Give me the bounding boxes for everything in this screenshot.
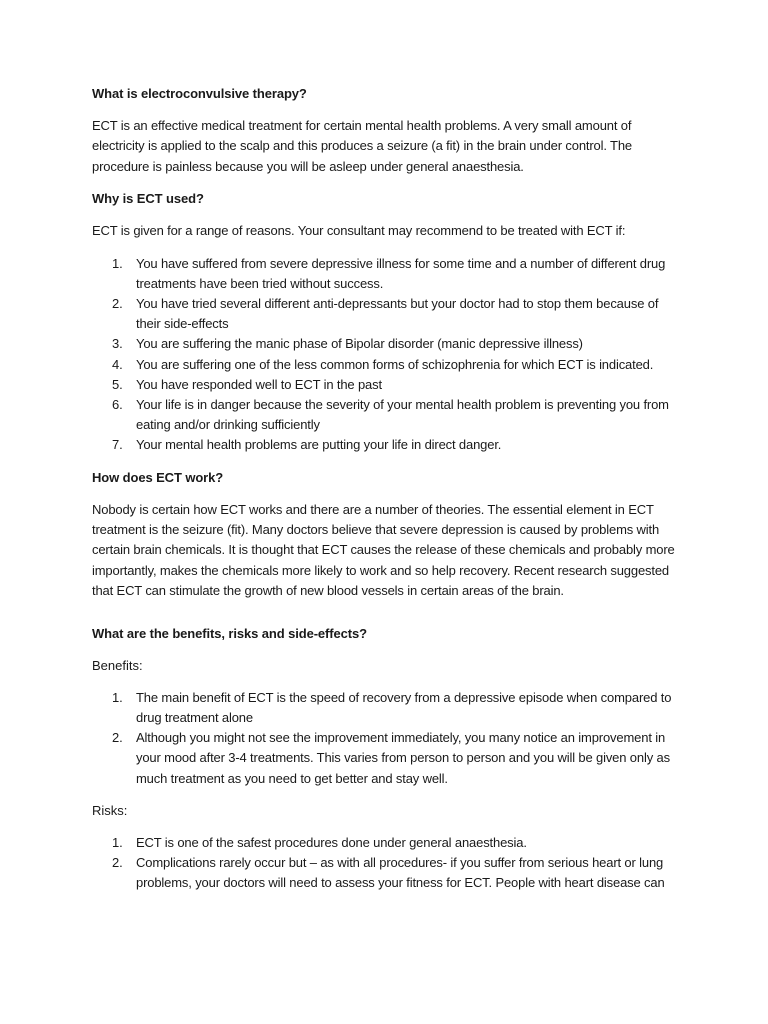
paragraph-why-intro: ECT is given for a range of reasons. Your consultant may recommend to be treated with ECT if:: [92, 223, 626, 239]
document-page: [92, 84, 682, 905]
list-number: 7.: [112, 437, 123, 453]
list-benefits: [92, 688, 682, 789]
paragraph-how-ect-works: Nobody is certain how ECT works and there are a number of theories. The essential element in ECT treatment is the seizure (fit). Many doctors believe that severe depression is caused by problems with certain brain chemicals. It is thought that ECT causes the release of these chemicals and probably more importantly, makes the chemicals more likely to work and so help recovery. Recent research suggested that ECT can stimulate the growth of new blood vessels in certain areas of the brain.: [92, 501, 675, 599]
list-text: Although you might not see the improvement immediately, you many notice an improvement in your mood after 3-4 treatments. This varies from person to person and you will be given only as much treatment as you need to get better and stay well.: [136, 730, 670, 786]
list-number: 5.: [112, 376, 123, 392]
list-number: 2.: [112, 296, 123, 312]
list-text: You are suffering one of the less common forms of schizophrenia for which ECT is indicated.: [136, 356, 654, 372]
list-item: [92, 853, 682, 893]
list-number: 2.: [112, 730, 123, 746]
list-item: [92, 375, 682, 395]
list-text: ECT is one of the safest procedures done under general anaesthesia.: [136, 834, 527, 850]
list-item: [92, 395, 682, 435]
list-text: The main benefit of ECT is the speed of recovery from a depressive episode when compared to drug treatment alone: [136, 689, 672, 725]
list-text: You have suffered from severe depressive illness for some time and a number of different drug treatments have been tried without success.: [136, 255, 666, 291]
heading-benefits-risks: What are the benefits, risks and side-effects?: [92, 625, 367, 641]
paragraph-what-is-ect: ECT is an effective medical treatment for certain mental health problems. A very small amount of electricity is applied to the scalp and this produces a seizure (a fit) in the brain under control. The procedure is painless because you will be asleep under general anaesthesia.: [92, 118, 632, 174]
list-item: [92, 833, 682, 853]
list-number: 3.: [112, 336, 123, 352]
label-risks: Risks:: [92, 802, 128, 818]
list-number: 1.: [112, 255, 123, 271]
list-text: Your life is in danger because the severity of your mental health problem is preventing you from eating and/or drinking sufficiently: [136, 397, 669, 433]
heading-what-is-ect: What is electroconvulsive therapy?: [92, 86, 307, 101]
list-item: [92, 254, 682, 294]
list-text: You are suffering the manic phase of Bipolar disorder (manic depressive illness): [136, 336, 583, 352]
list-risks: [92, 833, 682, 894]
list-text: You have tried several different anti-depressants but your doctor had to stop them because of their side-effects: [136, 296, 659, 332]
list-number: 6.: [112, 397, 123, 413]
list-number: 2.: [112, 854, 123, 870]
list-item: [92, 294, 682, 334]
list-number: 1.: [112, 834, 123, 850]
list-item: [92, 435, 682, 455]
label-benefits: Benefits:: [92, 657, 143, 673]
list-text: Complications rarely occur but – as with all procedures- if you suffer from serious heart or lung problems, your doctors will need to assess your fitness for ECT. People with heart disease can: [136, 854, 665, 891]
list-text: You have responded well to ECT in the past: [136, 376, 382, 392]
heading-how-ect-works: How does ECT work?: [92, 469, 224, 485]
heading-why-ect-used: Why is ECT used?: [92, 191, 204, 207]
list-text: Your mental health problems are putting your life in direct danger.: [136, 437, 502, 453]
list-item: [92, 355, 682, 375]
list-number: 4.: [112, 356, 123, 372]
list-item: [92, 688, 682, 728]
list-item: [92, 334, 682, 354]
list-number: 1.: [112, 689, 123, 705]
list-why-reasons: [92, 254, 682, 456]
list-item: [92, 728, 682, 789]
